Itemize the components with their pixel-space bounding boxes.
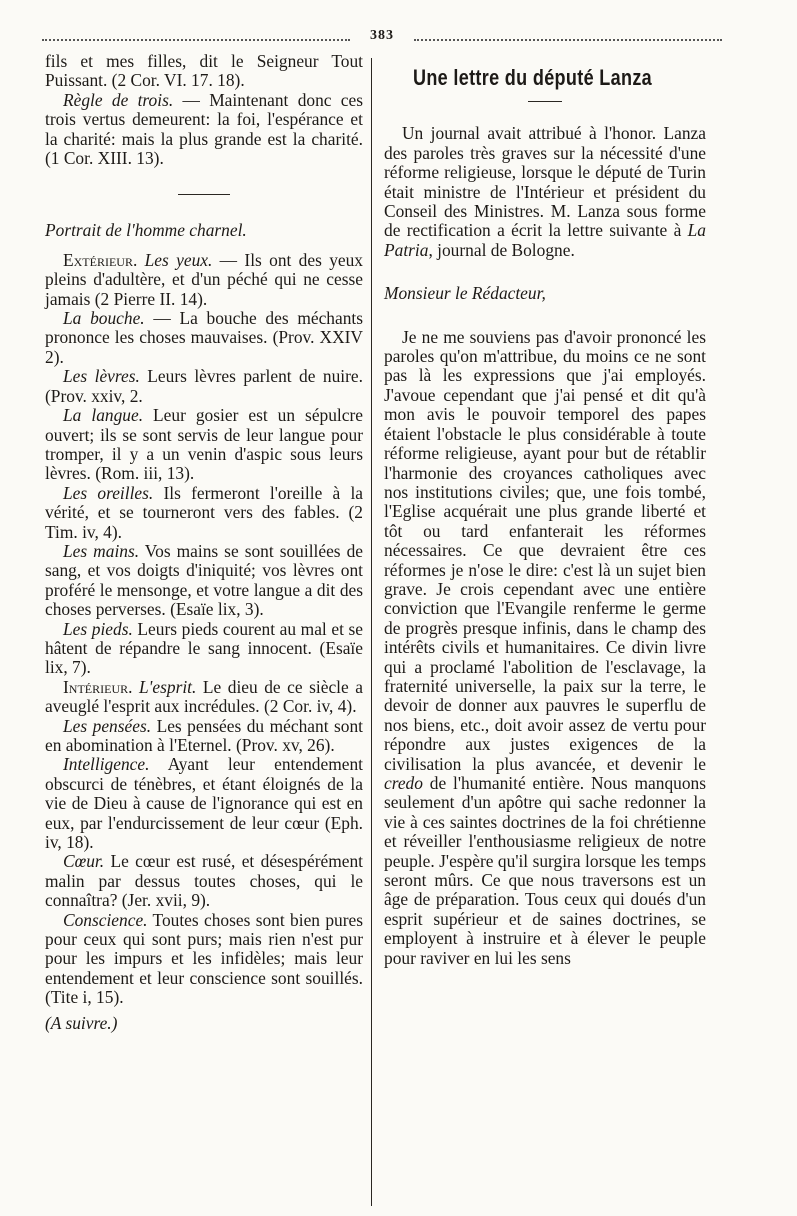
page-header	[42, 28, 722, 48]
label-exterieur: Extérieur.	[63, 249, 138, 270]
column-divider	[371, 58, 372, 1206]
letter-text: Je ne me souviens pas d'avoir prononcé les paroles qu'on m'attribue, du moins ce ne sont pas là les expressions que j'ai employés. J'avoue cependant que j'ai pensé et dit qu'à mon avis le pouvoir temporel des papes étaient l'obstacle le plus considérable à toute réforme religieuse, ayant pour but de rétablir l'harmonie des croyances catholiques avec nos institutions civiles; que, une fois tombé, l'Eglise acquérait une plus grande liberté et tôt ou tard enfanterait les réformes nécessaires. Ce que devraient être ces réformes je n'ose le dire: c'est là un sujet bien grave. Je crois cependant avec une entière conviction que l'Evangile renferme le germe de progrès presque infinis, dans le champ des intérêts civils et humanitaires. Ce divin livre qui a proclamé l'abolition de l'esclavage, la fraternité universelle, la paix sur la terre, le devoir de donner aux pauvres le superflu de nos biens, etc., doit avoir assez de vertu pour répondre aux justes exigences de la civilisation la plus avancée, et devenir le	[384, 326, 706, 774]
text-yeux: — Ils ont des yeux pleins d'adultère, et d'un péché qui ne cesse jamais (2 Pierre II. 14).	[45, 249, 363, 309]
entry-intelligence	[45, 755, 363, 852]
label-yeux: Les yeux.	[144, 249, 213, 270]
text-pensees: Les pensées du méchant sont en abomination à l'Eternel. (Prov. xv, 26).	[45, 715, 363, 755]
entry-oreilles	[45, 484, 363, 542]
letter-text-end: de l'humanité entière. Nous manquons seulement d'un apôtre qui sache redonner la vie à ces saintes doctrines de la foi chrétienne et réveiller l'enthousiasme religieux de notre peuple. J'espère qu'il surgira lorsque les temps seront mûrs. Ce que nous traversons est un âge de préparation. Tous ceux qui doués d'un esprit supérieur et de saines doctrines, se employent à instruire et à élever le peuple pour raviver en lui les sens	[384, 773, 706, 968]
letter-body	[384, 328, 706, 968]
page-number: 383	[370, 28, 394, 43]
text-esprit: Le dieu de ce siècle a aveuglé l'esprit aux incrédules. (2 Cor. iv, 4).	[45, 676, 363, 717]
text-levres: Leurs lèvres parlent de nuire. (Prov. xxiv, 2.	[45, 366, 363, 406]
paragraph-regle-de-trois	[45, 91, 363, 169]
header-rule-right	[414, 39, 722, 41]
entry-langue	[45, 406, 363, 484]
label-oreilles: Les oreilles.	[63, 482, 154, 503]
label-interieur: Intérieur.	[63, 676, 133, 697]
label-intelligence: Intelligence.	[63, 754, 150, 775]
label-esprit: L'esprit.	[139, 676, 197, 697]
intro-end: , journal de Bologne.	[428, 239, 575, 260]
entry-pieds	[45, 620, 363, 678]
paragraph-filles: fils et mes filles, dit le Seigneur Tout Puissant. (2 Cor. VI. 17. 18).	[45, 51, 363, 91]
entry-levres	[45, 367, 363, 406]
text-mains: Vos mains se sont souillées de sang, et vos doigts d'iniquité; vos lèvres ont proféré le mensonge, et votre langue a dit des choses perverses. (Esaïe lix, 3).	[45, 540, 364, 620]
entry-esprit	[45, 678, 363, 717]
entry-pensees	[45, 717, 363, 756]
label-levres: Les lèvres.	[63, 366, 140, 387]
text-oreilles: Ils fermeront l'oreille à la vérité, et se tourneront vers des fables. (2 Tim. iv, 4).	[45, 482, 364, 542]
text-bouche: — La bouche des méchants prononce les choses mauvaises. (Prov. XXIV 2).	[45, 308, 363, 367]
section-title: Portrait de l'homme charnel.	[45, 220, 247, 241]
text-intelligence: Ayant leur entendement obscurci de ténèbres, et étant éloignés de la vie de Dieu à cause de l'ignorance qui est en eux, par l'endurcissement de leur cœur (Eph. iv, 18).	[45, 754, 363, 853]
header-rule-left	[42, 39, 350, 41]
entry-conscience	[45, 911, 363, 1008]
entry-yeux	[45, 251, 363, 309]
left-column	[45, 52, 363, 1033]
text-pieds: Leurs pieds courent au mal et se hâtent de répandre le sang innocent. (Esaïe lix, 7).	[45, 618, 363, 678]
entry-bouche	[45, 309, 363, 367]
text-conscience: Toutes choses sont bien pures pour ceux qui sont purs; mais rien n'est pur pour les impurs et les infidèles; mais leur entendement et leur conscience sont souillés. (Tite i, 15).	[45, 909, 363, 1008]
a-suivre: (A suivre.)	[45, 1012, 118, 1033]
label-pensees: Les pensées.	[63, 715, 152, 736]
text-langue: Leur gosier est un sépulcre ouvert; ils se sont servis de leur langue pour tromper, il y a un venin d'aspic sous leurs lèvres. (Rom. iii, 13).	[45, 405, 363, 484]
letter-salutation: Monsieur le Rédacteur,	[384, 283, 546, 304]
intro-newspaper: La Patria	[384, 220, 706, 260]
letter-credo: credo	[384, 773, 423, 793]
text-regle-de-trois: — Maintenant donc ces trois vertus demeurent: la foi, l'espérance et la charité: mais la plus grande est la charité. (1 Cor. XIII. 13).	[45, 89, 363, 169]
right-column	[384, 52, 706, 968]
label-langue: La langue.	[63, 405, 144, 426]
text-coeur: Le cœur est rusé, et désespérément malin par dessus toutes choses, qui le connaîtra? (Jer. xvii, 9).	[45, 851, 363, 911]
label-bouche: La bouche.	[63, 308, 145, 329]
intro-text: Un journal avait attribué à l'honor. Lanza des paroles très graves sur la nécessité d'une réforme religieuse, lorsque le député de Turin était ministre de l'Intérieur et président du Conseil des Ministres. M. Lanza sous forme de rectification a écrit la lettre suivante à	[384, 123, 706, 241]
label-pieds: Les pieds.	[63, 618, 133, 639]
label-conscience: Conscience.	[63, 909, 148, 930]
label-coeur: Cœur.	[63, 851, 105, 872]
label-regle-de-trois: Règle de trois.	[63, 89, 174, 110]
article-title: Une lettre du député Lanza	[412, 65, 653, 90]
entry-mains	[45, 542, 363, 620]
article-intro	[384, 124, 706, 260]
label-mains: Les mains.	[63, 540, 140, 561]
entry-coeur	[45, 852, 363, 910]
